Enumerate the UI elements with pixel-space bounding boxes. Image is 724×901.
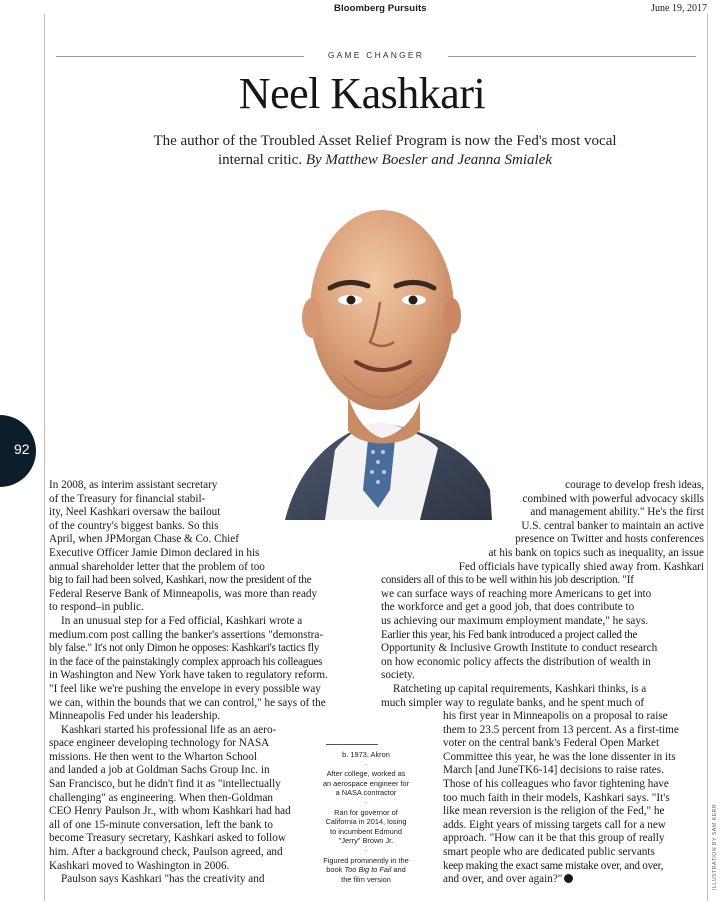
- body-line: we can surface ways of reaching more Americans to get into: [381, 587, 652, 600]
- right-iris: [409, 296, 418, 305]
- body-line: in the face of the painstakingly complex approach his colleagues: [49, 655, 323, 668]
- body-line: space engineer developing technology for NASA: [49, 737, 270, 750]
- body-line: Fed officials have typically shied away from. Kashkari: [458, 560, 704, 573]
- byline: By Matthew Boesler and Jeanna Smialek: [305, 152, 553, 168]
- body-line: keep making the exact same mistake over, and over,: [443, 859, 664, 872]
- section-kicker: GAME CHANGER: [327, 50, 425, 60]
- body-line: Ratcheting up capital requirements, Kashkari thinks, is a: [393, 682, 647, 695]
- body-line: his first year in Minneapolis on a proposal to raise: [443, 710, 668, 723]
- body-line: we can, within the bounds that we can control," he says of the: [49, 696, 326, 709]
- body-line: him. After a background check, Paulson agreed, and: [49, 846, 283, 859]
- body-line: missions. He then went to the Wharton School: [49, 750, 257, 763]
- body-line: medium.com post calling the banker's assertions "demonstra-: [49, 628, 324, 641]
- kicker-block: [56, 49, 696, 63]
- body-line: Kashkari moved to Washington in 2006.: [49, 859, 230, 872]
- body-line: April, when JPMorgan Chase & Co. Chief: [49, 533, 239, 546]
- article-body-right: [381, 479, 704, 887]
- illustration-credit: ILLUSTRATION BY SAM KERR: [712, 803, 718, 890]
- body-line: big to fail had been solved, Kashkari, now the president of the: [49, 574, 312, 587]
- body-line: the workforce and get a good job, that does contribute to: [381, 601, 635, 614]
- headline: Neel Kashkari: [238, 69, 486, 118]
- running-header: [0, 0, 724, 18]
- right-ear: [443, 298, 461, 334]
- body-line: Paulson says Kashkari "has the creativity and: [61, 873, 265, 886]
- body-line: society.: [381, 669, 415, 682]
- body-line: "I feel like we're pushing the envelope in every possible way: [49, 682, 321, 695]
- body-line: like mean reversion is the religion of the Fed," he: [443, 805, 665, 818]
- dek-text: The author of the Troubled Asset Relief Program is now the Fed's most vocal internal critic.: [153, 133, 617, 168]
- body-line: much simpler way to regulate banks, and he spent much of: [381, 696, 645, 709]
- body-line: and management ability." He's the first: [530, 506, 704, 519]
- body-line: Earlier this year, his Fed bank introduced a project called the: [381, 628, 638, 641]
- body-line: [381, 873, 704, 887]
- body-line: combined with powerful advocacy skills: [522, 492, 704, 505]
- sidebar-separator: -: [364, 759, 368, 769]
- left-margin-rule: [44, 14, 45, 901]
- body-line: become Treasury secretary, Kashkari asked to follow: [49, 832, 286, 845]
- body-line: them to 23.5 percent from 13 percent. As a first-time: [443, 723, 679, 736]
- body-line: at his bank on topics such as inequality, an issue: [488, 546, 704, 559]
- body-line: March [and JuneTK6-14] decisions to raise rates.: [443, 764, 664, 777]
- body-line: Opportunity & Inclusive Growth Institute to conduct research: [381, 642, 658, 655]
- body-line: courage to develop fresh ideas,: [565, 479, 704, 491]
- body-line: Kashkari started his professional life as an aero-: [61, 723, 277, 736]
- sidebar-rule: [326, 744, 378, 745]
- body-line: approach. "How can it be that this group of really: [443, 832, 665, 845]
- head: [310, 210, 454, 410]
- issue-date: June 19, 2017: [651, 3, 707, 14]
- body-line: of the Treasury for financial stabil-: [49, 492, 206, 505]
- end-mark-icon: [564, 874, 573, 883]
- body-line: Committee this year, he was the lone dissenter in its: [443, 750, 676, 763]
- body-line: in Washington and New York have taken to regulatory reform.: [49, 669, 328, 682]
- body-line: presence on Twitter and hosts conferences: [515, 533, 704, 546]
- article-body-left: [49, 479, 369, 887]
- body-line: challenging" as engineering. When then-Goldman: [49, 791, 274, 804]
- body-line: Federal Reserve Bank of Minneapolis, was more than ready: [49, 587, 318, 600]
- body-line: In an unusual step for a Fed official, Kashkari wrote a: [61, 614, 303, 627]
- body-line: of the country's biggest banks. So this: [49, 519, 219, 532]
- body-line: all of one 15-minute conversation, left the bank to: [49, 818, 273, 831]
- body-line: In 2008, as interim assistant secretary: [49, 479, 218, 491]
- sidebar-fact-post: and the film version: [341, 865, 406, 884]
- dek: [150, 132, 620, 170]
- body-line: ity, Neel Kashkari oversaw the bailout: [49, 506, 221, 519]
- body-line: considers all of this to be well within his job description. "If: [381, 574, 634, 587]
- publication-name: Bloomberg Pursuits: [334, 3, 427, 14]
- body-line: on how economic policy affects the distribution of wealth in: [381, 655, 651, 668]
- body-line: bly false." It's not only Dimon he opposes: Kashkari's tactics fly: [49, 642, 320, 655]
- body-line: too much faith in their models, Kashkari says. "It's: [443, 791, 670, 804]
- page-number: 92: [14, 441, 30, 457]
- left-iris: [347, 296, 356, 305]
- sidebar-separator: -: [364, 845, 368, 855]
- sidebar-fact: After college, worked as an aerospace engineer for a NASA contractor: [322, 769, 410, 798]
- left-ear: [302, 298, 322, 338]
- body-line: Executive Officer Jamie Dimon declared in his: [49, 546, 260, 559]
- body-line: to respond–in public.: [49, 601, 144, 614]
- body-line: adds. Eight years of missing targets call for a new: [443, 818, 666, 831]
- body-line: CEO Henry Paulson Jr., with whom Kashkari had had: [49, 805, 291, 818]
- right-margin-rule: [707, 14, 708, 901]
- body-line: Those of his colleagues who favor tightening have: [443, 778, 669, 791]
- sidebar-book-title: Too Big to Fail: [344, 865, 392, 875]
- sidebar-born: b. 1973, Akron: [342, 750, 390, 759]
- body-line: and landed a job at Goldman Sachs Group Inc. in: [49, 764, 270, 777]
- body-line: annual shareholder letter that the problem of too: [49, 560, 265, 573]
- portrait-illustration: [230, 190, 520, 520]
- sidebar-fact: Ran for governor of California in 2014, losing to incumbent Edmund "Jerry" Brown Jr.: [325, 807, 407, 846]
- body-line: Minneapolis Fed under his leadership.: [49, 710, 221, 723]
- body-line: smart people who are dedicated public servants: [443, 846, 655, 859]
- body-line: us achieving our maximum employment mandate," he says.: [381, 614, 649, 627]
- body-line: San Francisco, but he didn't find it as "intellectually: [49, 778, 281, 791]
- sidebar-fact-pre: Figured prominently in the book: [323, 855, 409, 875]
- sidebar-separator: -: [364, 797, 368, 807]
- body-line: voter on the central bank's Federal Open Market: [443, 737, 660, 750]
- body-line-text: and over, and over again?": [443, 873, 563, 886]
- body-line: U.S. central banker to maintain an active: [521, 519, 704, 532]
